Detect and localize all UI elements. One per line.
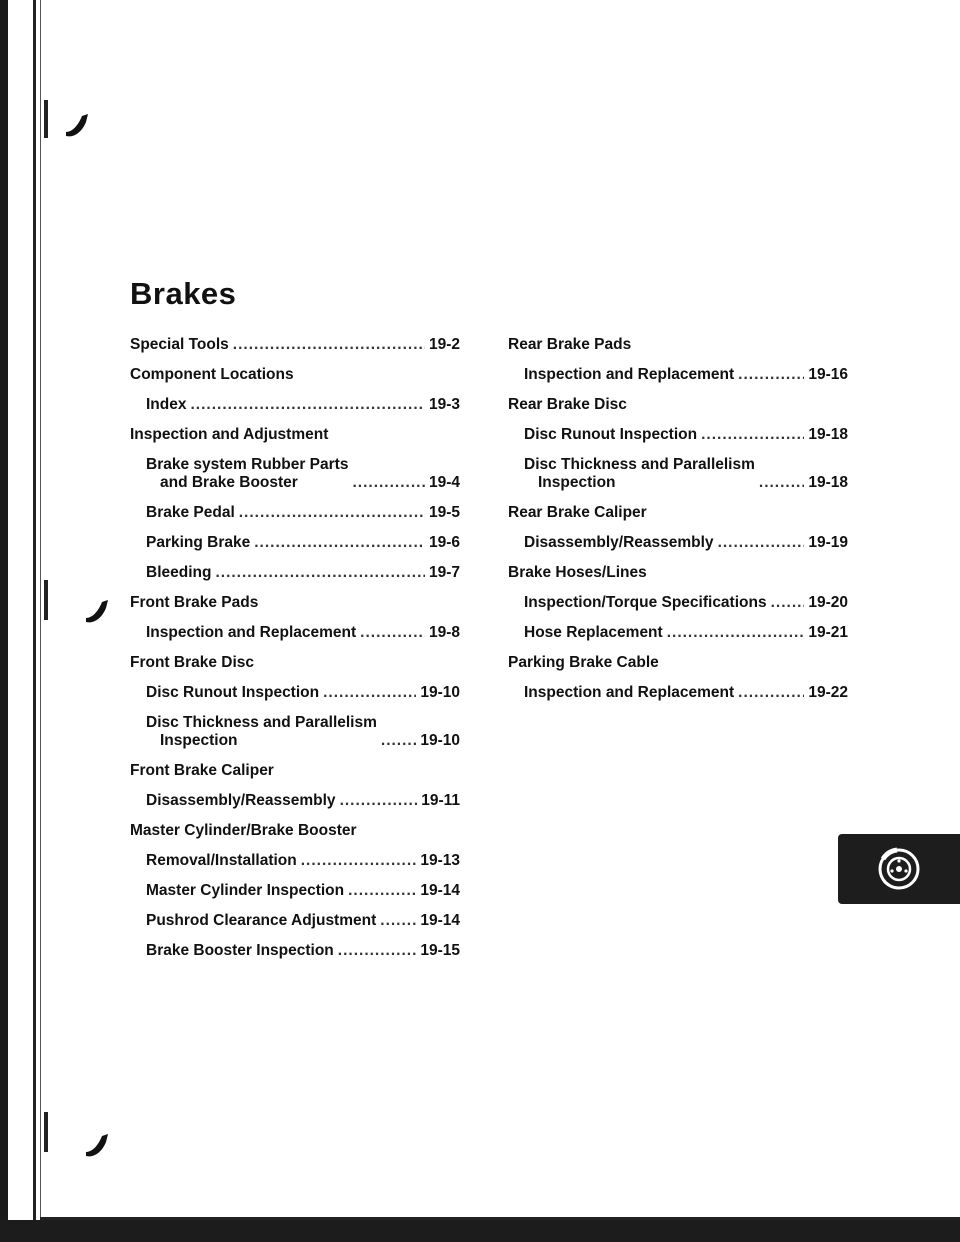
- toc-entry-label-line: Inspection/Torque Specifications: [524, 594, 767, 611]
- toc-section-heading: Component Locations: [130, 366, 294, 383]
- toc-page-number: 19-13: [420, 852, 460, 869]
- toc-leader-dots: [380, 912, 416, 930]
- toc-entry-label-line: Inspection and Replacement: [524, 684, 735, 701]
- bottom-edge: [0, 1220, 960, 1242]
- toc-page-number: 19-7: [428, 564, 460, 581]
- toc-page-number: 19-22: [808, 684, 848, 701]
- toc-entry[interactable]: [508, 534, 848, 552]
- binding-edge: [0, 0, 8, 1242]
- toc-entry-label: [146, 912, 376, 930]
- toc-leader-dots: [667, 624, 805, 642]
- toc-page-number: 19-2: [428, 336, 460, 353]
- toc-entry-label-line: Bleeding: [146, 564, 212, 581]
- brake-disc-icon: [875, 845, 923, 893]
- toc-entry-label: [146, 852, 297, 870]
- page-title: Brakes: [130, 276, 237, 311]
- toc-entry-label: [524, 624, 663, 642]
- toc-page-number: 19-11: [421, 792, 460, 809]
- toc-section-heading: Rear Brake Pads: [508, 336, 632, 353]
- toc-page-number: 19-14: [420, 882, 460, 899]
- toc-page-number: 19-10: [420, 732, 460, 749]
- toc-entry-label-line: and Brake Booster: [160, 474, 298, 491]
- toc-leader-dots: [771, 594, 805, 612]
- toc-leader-dots: [759, 474, 804, 492]
- section-badge: [838, 834, 960, 904]
- toc-entry[interactable]: [130, 456, 460, 492]
- binding-line-thin: [40, 0, 41, 1242]
- toc-entry-label: [146, 564, 211, 582]
- toc-section-heading: Rear Brake Caliper: [508, 504, 647, 521]
- toc-entry[interactable]: [508, 366, 848, 384]
- toc-entry[interactable]: [130, 534, 460, 552]
- toc-entry-label-line: Inspection: [538, 474, 616, 491]
- toc-section-heading: Inspection and Adjustment: [130, 426, 329, 443]
- toc-leader-dots: [190, 396, 424, 414]
- toc-entry-label-line: Inspection and Replacement: [524, 366, 735, 383]
- toc-entry-label-line: Parking Brake: [146, 534, 251, 551]
- toc-page-number: 19-20: [808, 594, 848, 611]
- toc-entry-label: [146, 792, 336, 810]
- toc-leader-dots: [239, 504, 425, 522]
- toc-entry[interactable]: [130, 564, 460, 582]
- toc-leader-dots: [352, 474, 425, 492]
- toc-entry-label-line: Disassembly/Reassembly: [146, 792, 336, 809]
- toc-entry-label-line: Brake system Rubber Parts: [146, 456, 349, 473]
- toc-entry-label: [146, 684, 319, 702]
- toc-entry-label: [146, 624, 356, 642]
- toc-leader-dots: [254, 534, 425, 552]
- toc-page-number: 19-4: [428, 474, 460, 491]
- toc-leader-dots: [340, 792, 418, 810]
- toc-entry-label: [524, 684, 734, 702]
- toc-leader-dots: [738, 684, 804, 702]
- toc-entry-label-line: Removal/Installation: [146, 852, 297, 869]
- toc-section-heading: Master Cylinder/Brake Booster: [130, 822, 357, 839]
- toc-page-number: 19-3: [428, 396, 460, 413]
- toc-leader-dots: [348, 882, 416, 900]
- toc-entry[interactable]: [130, 942, 460, 960]
- toc-entry[interactable]: [130, 912, 460, 930]
- toc-page-number: 19-18: [808, 426, 848, 443]
- toc-entry[interactable]: [130, 852, 460, 870]
- toc-entry-label: [146, 942, 334, 960]
- toc-page-number: 19-14: [420, 912, 460, 929]
- binder-tick: [44, 100, 48, 138]
- toc-entry[interactable]: [508, 684, 848, 702]
- toc-page-number: 19-6: [428, 534, 460, 551]
- toc-page-number: 19-21: [808, 624, 848, 641]
- toc-page-number: 19-16: [808, 366, 848, 383]
- toc-entry-label: [524, 594, 767, 612]
- binder-tick: [44, 580, 48, 620]
- toc-entry-label-line: Hose Replacement: [524, 624, 663, 641]
- toc-section-heading: Front Brake Pads: [130, 594, 259, 611]
- toc-leader-dots: [738, 366, 804, 384]
- toc-left-column: [130, 336, 460, 972]
- toc-right-column: [508, 336, 848, 714]
- toc-section-heading: Brake Hoses/Lines: [508, 564, 647, 581]
- toc-leader-dots: [381, 732, 416, 750]
- toc-page-number: 19-5: [428, 504, 460, 521]
- toc-entry-label-line: Disc Thickness and Parallelism: [524, 456, 755, 473]
- toc-leader-dots: [718, 534, 805, 552]
- toc-leader-dots: [301, 852, 417, 870]
- toc-entry-label-line: Brake Booster Inspection: [146, 942, 334, 959]
- toc-entry-label: [524, 366, 734, 384]
- toc-page-number: 19-18: [808, 474, 848, 491]
- toc-entry-label-line: Disassembly/Reassembly: [524, 534, 714, 551]
- toc-entry[interactable]: [130, 792, 460, 810]
- toc-entry-label-line: Special Tools: [130, 336, 229, 353]
- toc-entry-label: [130, 336, 229, 354]
- toc-leader-dots: [701, 426, 804, 444]
- toc-leader-dots: [360, 624, 425, 642]
- toc-entry-label: [524, 456, 755, 492]
- toc-entry[interactable]: [508, 594, 848, 612]
- toc-entry-label: [146, 396, 186, 414]
- toc-entry-label-line: Index: [146, 396, 187, 413]
- toc-page-number: 19-19: [808, 534, 848, 551]
- toc-entry-label: [146, 504, 235, 522]
- toc-leader-dots: [323, 684, 416, 702]
- toc-entry-label: [146, 456, 348, 492]
- toc-leader-dots: [233, 336, 425, 354]
- toc-entry[interactable]: [130, 714, 460, 750]
- toc-entry[interactable]: [508, 624, 848, 642]
- toc-page-number: 19-8: [428, 624, 460, 641]
- binding-line: [33, 0, 36, 1242]
- toc-page-number: 19-10: [420, 684, 460, 701]
- toc-entry[interactable]: [508, 426, 848, 444]
- toc-section-heading: Parking Brake Cable: [508, 654, 659, 671]
- toc-entry[interactable]: [508, 456, 848, 492]
- toc-entry-label-line: Disc Runout Inspection: [524, 426, 698, 443]
- toc-entry-label-line: Inspection and Replacement: [146, 624, 357, 641]
- toc-entry-label-line: Pushrod Clearance Adjustment: [146, 912, 377, 929]
- toc-section-heading: Front Brake Disc: [130, 654, 255, 671]
- toc-entry-label: [146, 882, 344, 900]
- toc-entry-label-line: Inspection: [160, 732, 238, 749]
- toc-leader-dots: [215, 564, 425, 582]
- toc-entry[interactable]: [130, 504, 460, 522]
- toc-entry-label: [524, 426, 697, 444]
- toc-section-heading: Front Brake Caliper: [130, 762, 274, 779]
- toc-entry-label: [146, 534, 250, 552]
- toc-entry-label-line: Disc Thickness and Parallelism: [146, 714, 377, 731]
- toc-leader-dots: [338, 942, 417, 960]
- toc-entry-label: [146, 714, 377, 750]
- toc-entry[interactable]: [130, 684, 460, 702]
- toc-entry[interactable]: [130, 396, 460, 414]
- toc-entry[interactable]: [130, 882, 460, 900]
- toc-entry-label: [524, 534, 714, 552]
- toc-entry[interactable]: [130, 624, 460, 642]
- binder-tick: [44, 1112, 48, 1152]
- toc-section-heading: Rear Brake Disc: [508, 396, 627, 413]
- toc-entry-label-line: Master Cylinder Inspection: [146, 882, 345, 899]
- toc-entry-label-line: Brake Pedal: [146, 504, 235, 521]
- toc-page-number: 19-15: [420, 942, 460, 959]
- toc-entry[interactable]: [130, 336, 460, 354]
- toc-entry-label-line: Disc Runout Inspection: [146, 684, 320, 701]
